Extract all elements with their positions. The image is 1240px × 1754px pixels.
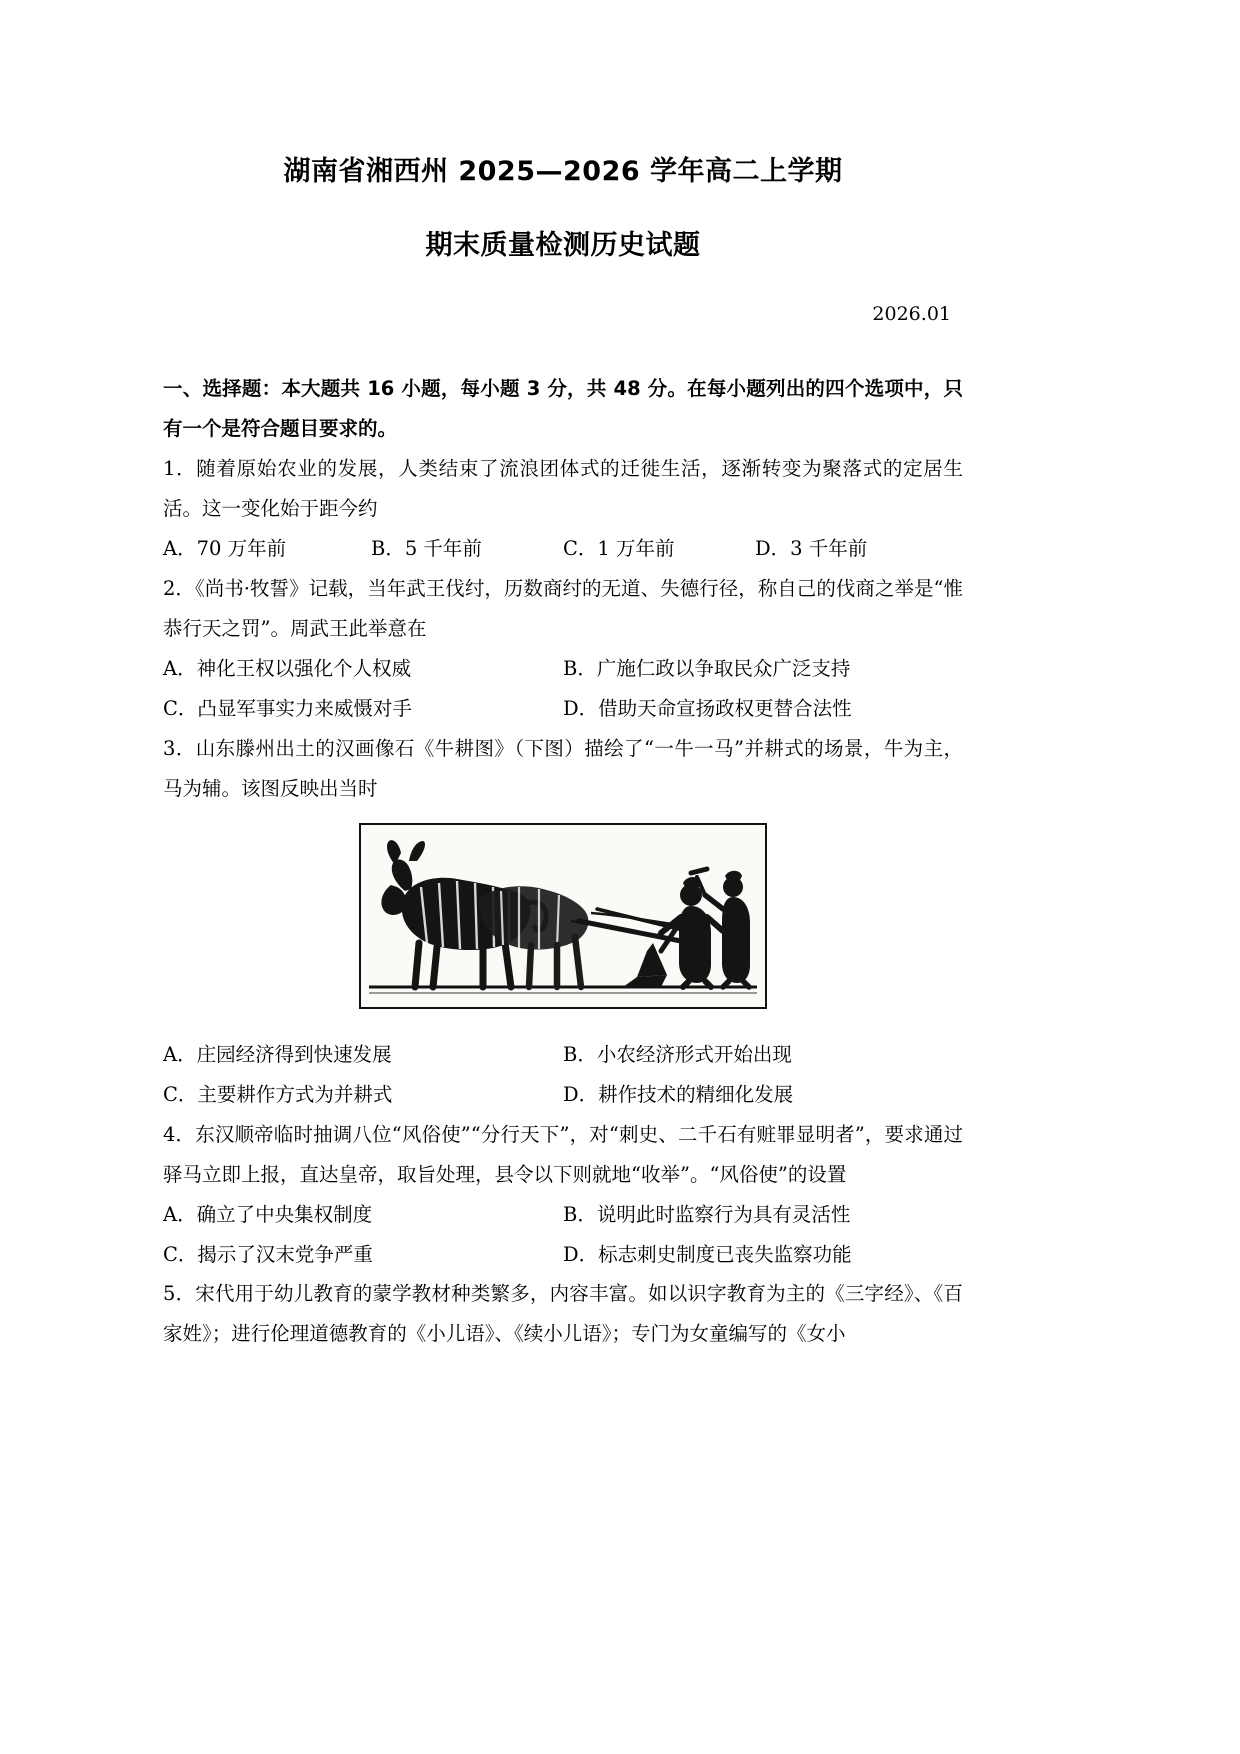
question-2-option-b[interactable]: B．广施仁政以争取民众广泛支持 <box>563 656 851 680</box>
page-title-line-1: 湖南省湘西州 2025—2026 学年高二上学期 <box>283 156 843 187</box>
question-3-options-row-2 <box>163 1075 963 1115</box>
question-3-stem: 3．山东滕州出土的汉画像石《牛耕图》（下图）描绘了“一牛一马”并耕式的场景，牛为主，马为辅。该图反映出当时 <box>163 736 963 800</box>
question-2-stem: 2．《尚书·牧誓》记载，当年武王伐纣，历数商纣的无道、失德行径，称自己的伐商之举是“惟恭行天之罚”。周武王此举意在 <box>163 576 963 640</box>
page-title-line-2: 期末质量检测历史试题 <box>425 230 701 261</box>
question-1-option-a[interactable]: A．70 万年前 <box>163 536 287 560</box>
question-1-stem: 1．随着原始农业的发展，人类结束了流浪团体式的迁徙生活，逐渐转变为聚落式的定居生活。这一变化始于距今约 <box>163 456 963 520</box>
question-4-option-a[interactable]: A．确立了中央集权制度 <box>163 1202 373 1226</box>
section-heading-multiple-choice: 一、选择题：本大题共 16 小题，每小题 3 分，共 48 分。在每小题列出的四个选项中，只有一个是符合题目要求的。 <box>163 377 963 440</box>
question-5 <box>163 1274 963 1354</box>
question-2 <box>163 569 963 729</box>
question-4-stem: 4．东汉顺帝临时抽调八位“风俗使”“分行天下”，对“刺史、二千石有赃罪显明者”，要求通过驿马立即上报，直达皇帝，取旨处理，县令以下则就地“收举”。“风俗使”的设置 <box>163 1122 963 1186</box>
question-3-options-row-1 <box>163 1035 963 1075</box>
question-1 <box>163 449 963 569</box>
question-2-option-d[interactable]: D．借助天命宣扬政权更替合法性 <box>563 696 852 720</box>
document-date: 2026.01 <box>872 303 951 325</box>
question-2-option-c[interactable]: C．凸显军事实力来威慑对手 <box>163 696 412 720</box>
question-4-options-row-2 <box>163 1235 963 1275</box>
question-4-option-b[interactable]: B．说明此时监察行为具有灵活性 <box>563 1202 851 1226</box>
question-3 <box>163 729 963 1115</box>
ox-plowing-stone-rubbing-image <box>359 823 767 1009</box>
question-1-options <box>163 529 963 569</box>
question-5-stem: 5．宋代用于幼儿教育的蒙学教材种类繁多，内容丰富。如以识字教育为主的《三字经》、《百家姓》；进行伦理道德教育的《小儿语》、《续小儿语》；专门为女童编写的《女小 <box>163 1282 963 1346</box>
question-2-option-a[interactable]: A．神化王权以强化个人权威 <box>163 656 412 680</box>
question-3-option-d[interactable]: D．耕作技术的精细化发展 <box>563 1082 794 1106</box>
question-1-option-b[interactable]: B．5 千年前 <box>371 536 482 560</box>
question-3-option-c[interactable]: C．主要耕作方式为并耕式 <box>163 1082 393 1106</box>
question-2-options-row-2 <box>163 689 963 729</box>
ox-plowing-illustration-icon <box>361 825 765 1007</box>
question-4 <box>163 1115 963 1275</box>
question-3-option-b[interactable]: B．小农经济形式开始出现 <box>563 1042 792 1066</box>
question-3-figure-wrap <box>163 823 963 1009</box>
question-1-option-d[interactable]: D．3 千年前 <box>755 536 868 560</box>
question-4-options-row-1 <box>163 1195 963 1235</box>
question-1-option-c[interactable]: C．1 万年前 <box>563 536 675 560</box>
question-4-option-d[interactable]: D．标志刺史制度已丧失监察功能 <box>563 1242 852 1266</box>
question-2-options-row-1 <box>163 649 963 689</box>
page-content <box>163 0 963 1354</box>
question-3-option-a[interactable]: A．庄园经济得到快速发展 <box>163 1042 392 1066</box>
question-4-option-c[interactable]: C．揭示了汉末党争严重 <box>163 1242 373 1266</box>
